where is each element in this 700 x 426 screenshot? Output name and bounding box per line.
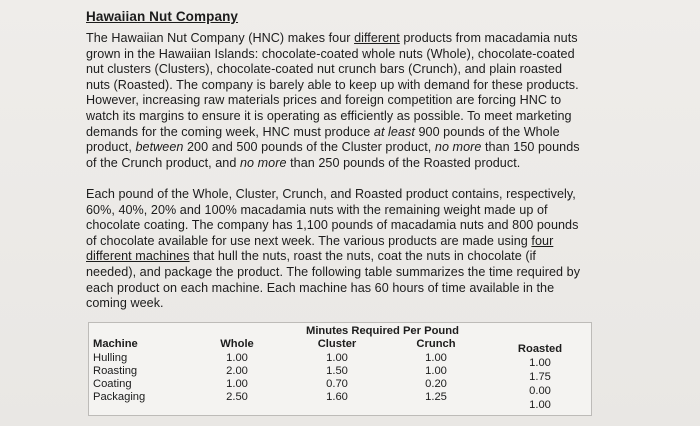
cell-roasted: 1.75: [529, 371, 551, 383]
table-super-header: Minutes Required Per Pound: [306, 325, 459, 337]
cell-crunch: 1.00: [425, 365, 447, 377]
text-run: product,: [86, 140, 136, 155]
text-run: each product on each machine. Each machine has 60 hours of time available in the: [86, 280, 555, 295]
cell-crunch: 0.20: [425, 378, 447, 390]
text-line: [86, 265, 606, 281]
text-line: [86, 234, 606, 250]
italic-text: no more: [239, 155, 287, 170]
cell-whole: 2.00: [226, 365, 248, 377]
paragraph-details: [86, 187, 606, 312]
text-line: [86, 140, 606, 156]
text-run: of chocolate available for use next week. The various products are made using: [86, 233, 532, 248]
cell-machine: Packaging: [93, 391, 146, 403]
document-title: Hawaiian Nut Company: [86, 9, 239, 24]
cell-whole: 2.50: [226, 391, 248, 403]
cell-roasted: 1.00: [529, 399, 551, 411]
underlined-text: different: [354, 31, 400, 45]
text-run: than 250 pounds of the Roasted product.: [286, 155, 521, 170]
italic-text: no more: [434, 140, 482, 155]
text-line: [86, 109, 606, 125]
text-run: watch its margins to ensure it is operating as efficiently as possible. To meet marketing: [86, 108, 572, 123]
text-run: However, increasing raw materials prices and foreign competition are forcing HNC to: [86, 93, 562, 108]
text-line: [86, 296, 606, 312]
cell-roasted: 0.00: [529, 385, 551, 397]
underlined-text: different machines: [86, 249, 190, 264]
text-line: [86, 125, 606, 141]
cell-machine: Roasting: [93, 365, 138, 377]
text-line: [86, 203, 606, 219]
text-line: [86, 281, 606, 297]
text-run: chocolate coating. The company has 1,100 pounds of macadamia nuts and 800 pounds: [86, 218, 579, 233]
text-line: [86, 31, 606, 47]
cell-machine: Hulling: [93, 352, 128, 364]
text-run: nuts (Roasted). The company is barely able to keep up with demand for these products.: [86, 77, 579, 92]
text-run: needed), and package the product. The following table summarizes the time required by: [86, 264, 581, 279]
text-run: Each pound of the Whole, Cluster, Crunch, and Roasted product contains, respectively,: [86, 187, 576, 201]
text-line: [86, 249, 606, 265]
cell-crunch: 1.25: [425, 391, 447, 403]
cell-crunch: 1.00: [425, 352, 447, 364]
text-run: 60%, 40%, 20% and 100% macadamia nuts with the remaining weight made up of: [86, 202, 548, 217]
text-run: of the Crunch product, and: [86, 155, 240, 170]
text-line: [86, 218, 606, 234]
text-run: than 150 pounds: [481, 140, 580, 155]
cell-cluster: 1.60: [326, 391, 348, 403]
cell-machine: Coating: [93, 378, 132, 390]
italic-text: between: [135, 140, 184, 155]
text-line: [86, 156, 606, 172]
text-run: products from macadamia nuts: [399, 31, 578, 45]
cell-roasted: 1.00: [529, 357, 551, 369]
text-run: that hull the nuts, roast the nuts, coat the nuts in chocolate (if: [189, 249, 536, 264]
text-line: [86, 62, 606, 78]
text-run: grown in the Hawaiian Islands: chocolate-coated whole nuts (Whole), chocolate-coated: [86, 46, 575, 61]
header-cluster: Cluster: [317, 338, 357, 350]
header-crunch: Crunch: [416, 338, 456, 350]
text-line: [86, 93, 606, 109]
text-run: The Hawaiian Nut Company (HNC) makes four: [86, 31, 355, 45]
cell-cluster: 0.70: [326, 378, 348, 390]
text-line: [86, 47, 606, 63]
text-run: 900 pounds of the Whole: [414, 124, 560, 139]
paragraph-intro: [86, 31, 606, 171]
text-line: [86, 78, 606, 94]
italic-text: at least: [373, 124, 415, 139]
header-machine: Machine: [93, 338, 138, 350]
text-run: 200 and 500 pounds of the Cluster product,: [183, 140, 435, 155]
minutes-table: [88, 322, 592, 416]
header-roasted: Roasted: [517, 343, 563, 355]
text-line: [86, 187, 606, 203]
text-run: demands for the coming week, HNC must produce: [86, 124, 374, 139]
text-run: coming week.: [86, 296, 164, 311]
text-run: nut clusters (Clusters), chocolate-coated nut crunch bars (Crunch), and plain roasted: [86, 62, 563, 77]
header-whole: Whole: [220, 338, 254, 350]
cell-cluster: 1.00: [326, 352, 348, 364]
cell-whole: 1.00: [226, 352, 248, 364]
cell-cluster: 1.50: [326, 365, 348, 377]
underlined-text: four: [531, 233, 554, 248]
cell-whole: 1.00: [226, 378, 248, 390]
